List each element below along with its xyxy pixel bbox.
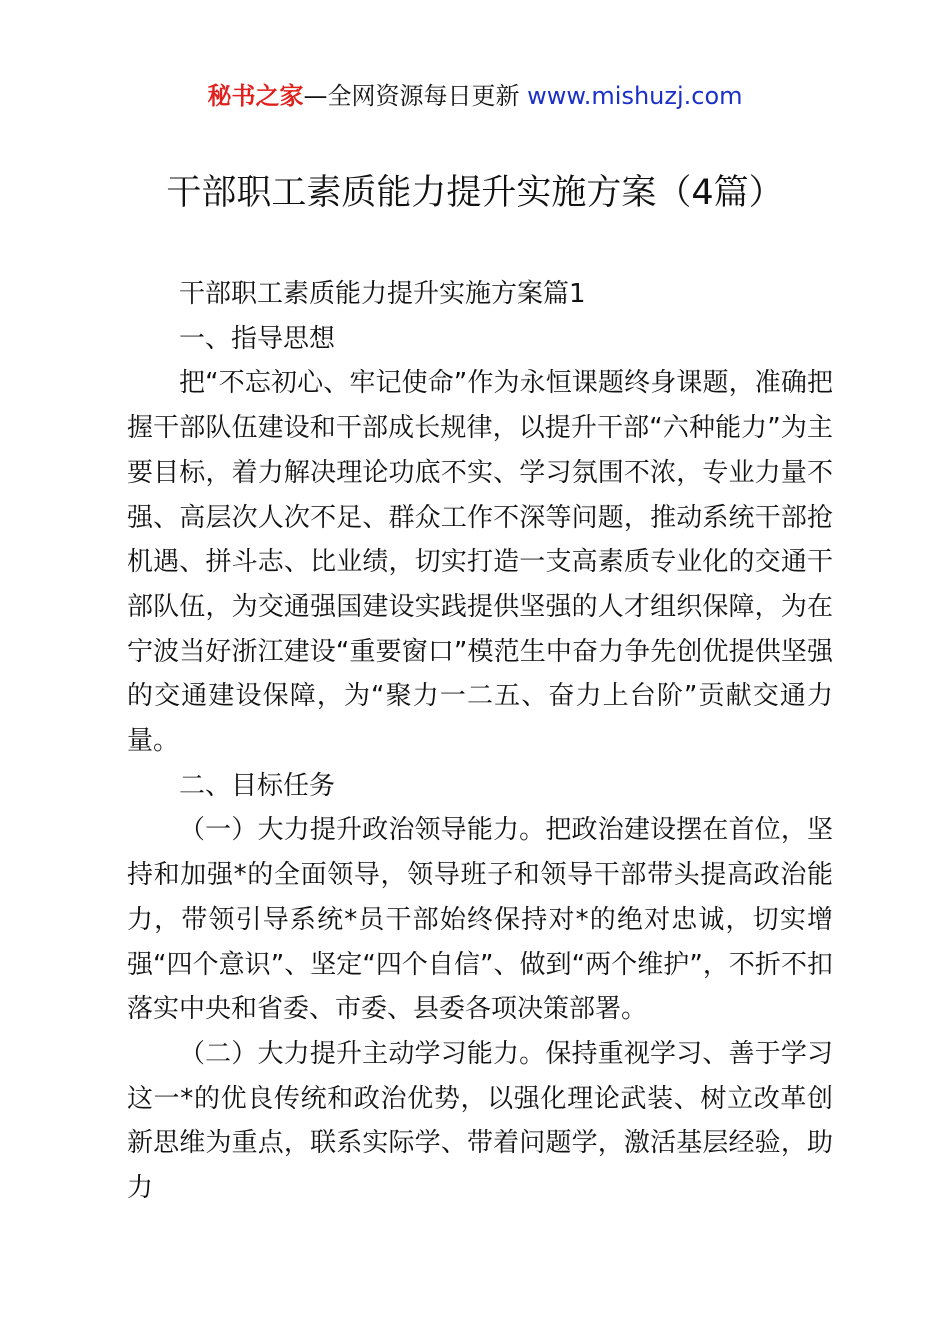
site-brand: 秘书之家	[207, 82, 304, 110]
paragraph-active-learning: （二）大力提升主动学习能力。保持重视学习、善于学习这一*的优良传统和政治优势，以强化理论武装、树立改革创新思维为重点，联系实际学、带着问题学，激活基层经验，助力	[127, 1038, 833, 1204]
heading-guiding-ideology: 一、指导思想	[179, 323, 336, 354]
site-url-link[interactable]: www.mishuzj.com	[527, 82, 743, 110]
site-tagline: —全网资源每日更新	[303, 82, 528, 110]
document-body	[127, 272, 833, 1211]
paragraph-guiding-ideology: 把“不忘初心、牢记使命”作为永恒课题终身课题，准确把握干部队伍建设和干部成长规律，以提升干部“六种能力”为主要目标，着力解决理论功底不实、学习氛围不浓，专业力量不强、高层次人次不足、群众工作不深等问题，推动系统干部抢机遇、拼斗志、比业绩，切实打造一支高素质专业化的交通干部队伍，为交通强国建设实践提供坚强的人才组织保障，为在宁波当好浙江建设“重要窗口”模范生中奋力争先创优提供坚强的交通建设保障，为“聚力一二五、奋力上台阶”贡献交通力量。	[127, 368, 833, 757]
paragraph-political-leadership: （一）大力提升政治领导能力。把政治建设摆在首位，坚持和加强*的全面领导，领导班子和领导干部带头提高政治能力，带领引导系统*员干部始终保持对*的绝对忠诚，切实增强“四个意识”、坚定“四个自信”、做到“两个维护”，不折不扣落实中央和省委、市委、县委各项决策部署。	[127, 815, 833, 1025]
document-title: 干部职工素质能力提升实施方案（4篇）	[166, 173, 784, 213]
section-title: 干部职工素质能力提升实施方案篇1	[179, 279, 586, 309]
site-header	[0, 80, 950, 112]
heading-goals-tasks: 二、目标任务	[179, 770, 336, 801]
